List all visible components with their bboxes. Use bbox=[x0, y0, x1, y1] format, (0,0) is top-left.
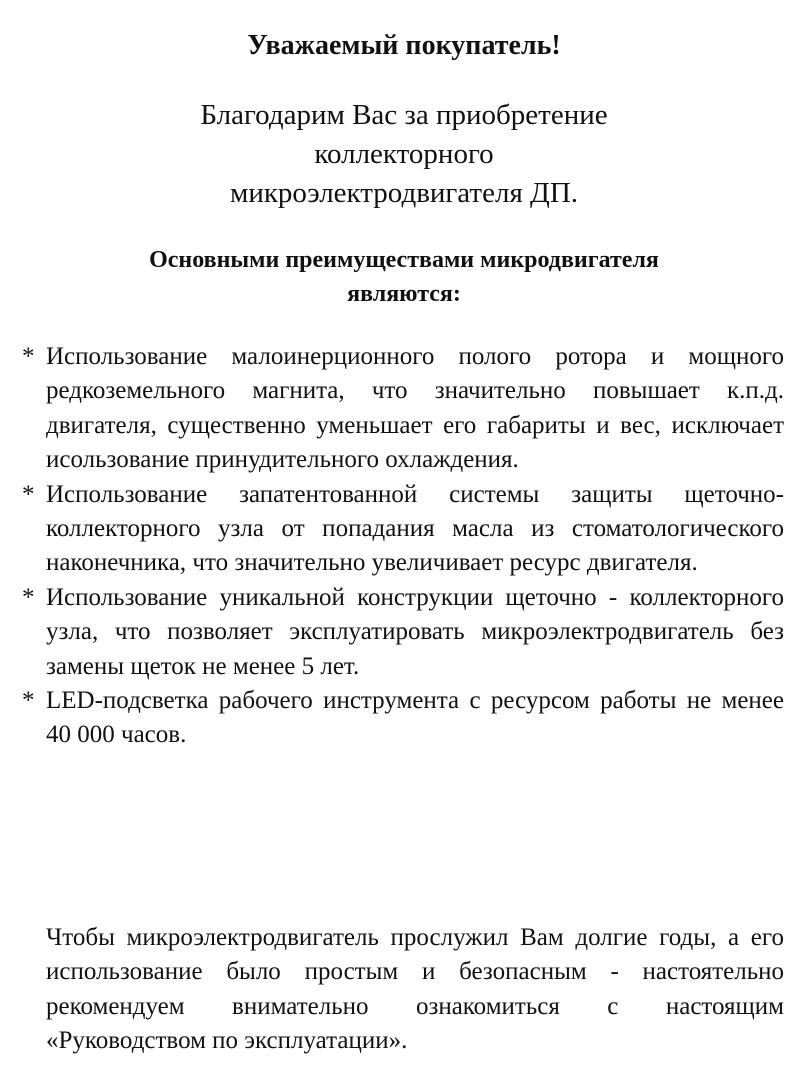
thanks-paragraph bbox=[0, 96, 808, 213]
bullet-asterisk: * bbox=[22, 343, 35, 370]
advantages-heading-line: Основными преимуществами микродвигателя bbox=[149, 247, 659, 273]
advantage-item bbox=[22, 581, 784, 684]
advantages-list bbox=[22, 340, 784, 753]
bullet-asterisk: * bbox=[22, 480, 35, 508]
advantages-heading-line: являются: bbox=[347, 281, 461, 307]
advantage-item bbox=[22, 478, 784, 581]
advantage-text: Использование малоинерционного полого ротора и мощного редкоземельного магнита, что значительно повышает к.п.д. двигателя, существенно уменьшает его габариты и вес, исключает исользование принудительного охлаждения. bbox=[46, 343, 784, 474]
thanks-line: микроэлектродвигателя ДП. bbox=[229, 177, 579, 209]
greeting-heading: Уважаемый покупатель! bbox=[247, 30, 561, 61]
advantage-item bbox=[22, 340, 784, 478]
advantage-text: Использование запатентованной системы защиты щеточно-коллекторного узла от попадания масла из стоматологического наконечника, что значительно увеличивает ресурс двигателя. bbox=[46, 480, 784, 577]
bullet-asterisk: * bbox=[22, 583, 35, 611]
thanks-line: коллекторного bbox=[314, 138, 494, 170]
advantage-text: Использование уникальной конструкции щеточно - коллекторного узла, что позволяет эксплуатировать микроэлектродвигатель без замены щеток не менее 5 лет. bbox=[46, 583, 784, 680]
bullet-asterisk: * bbox=[22, 687, 35, 715]
thanks-line: Благодарим Вас за приобретение bbox=[200, 99, 608, 131]
advantage-item bbox=[22, 684, 784, 753]
advantage-text: LED-подсветка рабочего инструмента с ресурсом работы не менее 40 000 часов. bbox=[46, 687, 784, 749]
advantages-heading bbox=[40, 243, 768, 311]
closing-paragraph: Чтобы микроэлектродвигатель прослужил Вам долгие годы, а его использование было простым и безопасным - настоятельно рекомендуем внимательно ознакомиться с настоящим «Руководством по эксплуатации». bbox=[46, 924, 784, 1055]
